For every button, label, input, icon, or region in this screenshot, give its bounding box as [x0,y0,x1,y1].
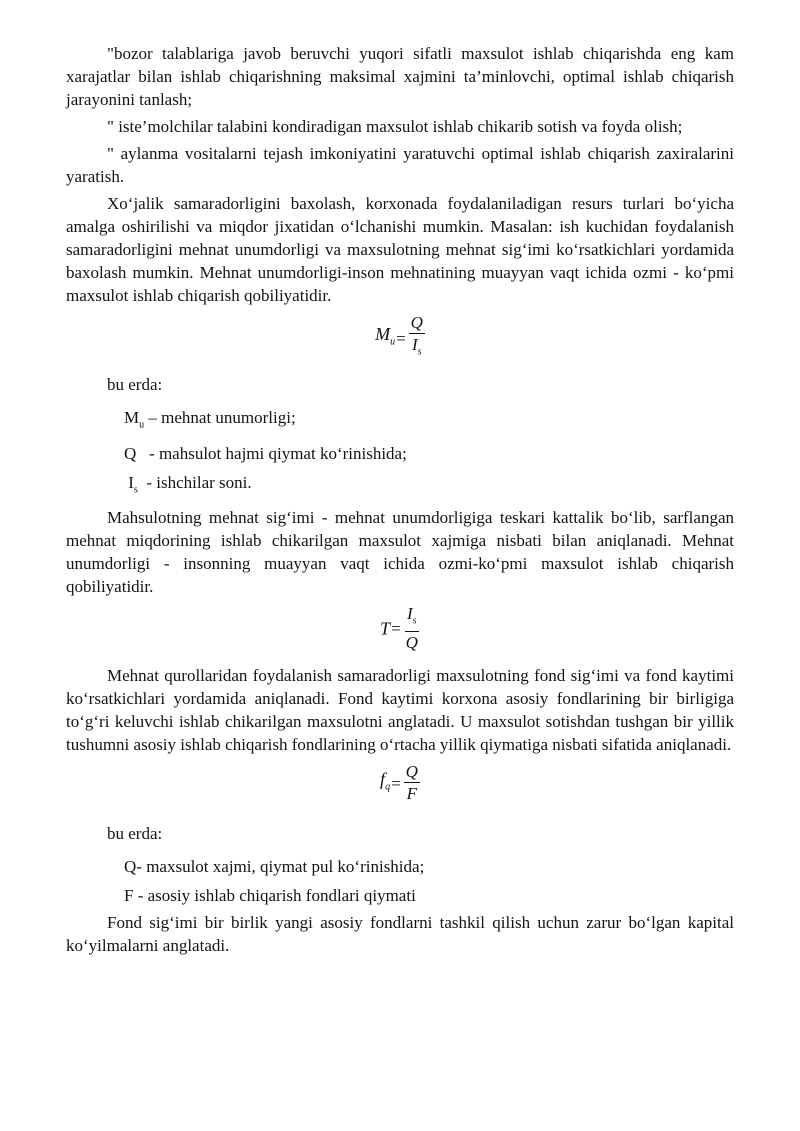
definition-f-funds: F - asosiy ishlab chiqarish fondlari qiymati [124,885,416,905]
formula2-denominator: Q [405,633,418,653]
definition-is-sub: s [133,484,138,496]
definition-mu-sub: u [139,419,145,431]
formula2-fraction [404,604,420,654]
formula3-denominator: F [406,783,417,803]
where-label-1: bu erda: [107,375,163,394]
definition-q-volume: Q- maxsulot xajmi, qiymat pul ko‘rinishida; [124,856,425,876]
formula1-fraction [409,313,425,363]
formula1-denominator: I [412,335,418,354]
paragraph-bullet-2: " iste’molchilar talabini kondiradigan maxsulot ishlab chikarib sotish va foyda olish; [107,117,683,136]
formula1-equals: = [396,328,406,348]
paragraph-bullet-1: "bozor talablariga javob beruvchi yuqori sifatli maxsulot ishlab chiqarishda eng kam xarajatlar bilan ishlab chiqarishning maksimal xajmini ta’minlovchi, optimal ishlab chiqarish jarayonini tanlash; [66,44,734,109]
formula3-numerator: Q [405,761,418,781]
formula2-equals: = [391,619,401,639]
formula3-lhs-sub: q [385,781,391,793]
paragraph-bullet-3: " aylanma vositalarni tejash imkoniyatini yaratuvchi optimal ishlab chiqarish zaxiralarini yaratish. [66,144,734,186]
definition-is [66,471,734,501]
definition-mu-text: – mehnat unumorligi; [144,408,296,427]
formula3-fraction [404,762,420,805]
definition-is-text: - ishchilar soni. [137,473,252,493]
formula3-lhs: f [380,768,386,789]
formula1-denominator-sub: s [417,346,422,358]
formula2-lhs: T [380,618,391,639]
formula1-lhs-sub: u [390,336,396,348]
formula2-numerator: I [407,603,413,623]
formula1-numerator: Q [410,313,423,332]
formula-labor-intensity [66,604,734,656]
paragraph-capital-intensity: Fond sig‘imi bir birlik yangi asosiy fondlarni tashkil qilish uchun zarur bo‘lgan kapital ko‘yilmalarni anglatadi. [66,912,734,955]
where-label-2: bu erda: [107,823,163,843]
formula3-equals: = [391,773,401,793]
paragraph-labor-intensity: Mahsulotning mehnat sig‘imi - mehnat unumdorligiga teskari kattalik bo‘lib, sarflangan mehnat miqdorining ishlab chikarilgan maxsulot xajmiga nisbati bilan aniqlanadi. Mehnat unumdorligi - insonning muayyan vaqt ichida ozmi-ko‘pmi maxsulot ishlab chiqarish qobiliyatidir. [66,507,734,596]
definition-mu-symbol: M [124,408,140,427]
definition-is-symbol: I [124,473,134,493]
definition-q: Q - mahsulot hajmi qiymat ko‘rinishida; [124,444,407,464]
formula-labor-productivity [66,313,734,365]
formula-capital-return [66,762,734,814]
paragraph-capital-efficiency: Mehnat qurollaridan foydalanish samaradorligi maxsulotning fond sig‘imi va fond kaytimi ko‘rsatkichlari yordamida aniqlanadi. Fond kaytimi korxona asosiy fondlarining bir birligiga to‘g‘ri keluvchi ishlab chikarilgan maxsulotni anglatadi. U maxsulot sotishdan tushgan bir yillik tushumni asosiy ishlab chiqarish fondlarining o‘rtacha yillik qiymatiga nisbati sifatida aniqlanadi. [66,665,734,754]
paragraph-labor-efficiency: Xo‘jalik samaradorligini baxolash, korxonada foydalaniladigan resurs turlari bo‘yicha amalga oshirilishi va miqdor jixatidan o‘lchanishi mumkin. Masalan: ish kuchidan foydalanish samaradorligini mehnat unumdorligi va maxsulotning mehnat sig‘imi ko‘rsatkichlari yordamida baxolash mumkin. Mehnat unumdorligi-inson mehnatining muayyan vaqt ichida ozmi - ko‘pmi maxsulot ishlab chiqarish qobiliyatidir. [66,194,734,305]
formula2-numerator-sub: s [412,615,417,627]
formula1-lhs: M [375,323,391,344]
document-page [66,42,734,957]
definition-mu [66,406,734,436]
